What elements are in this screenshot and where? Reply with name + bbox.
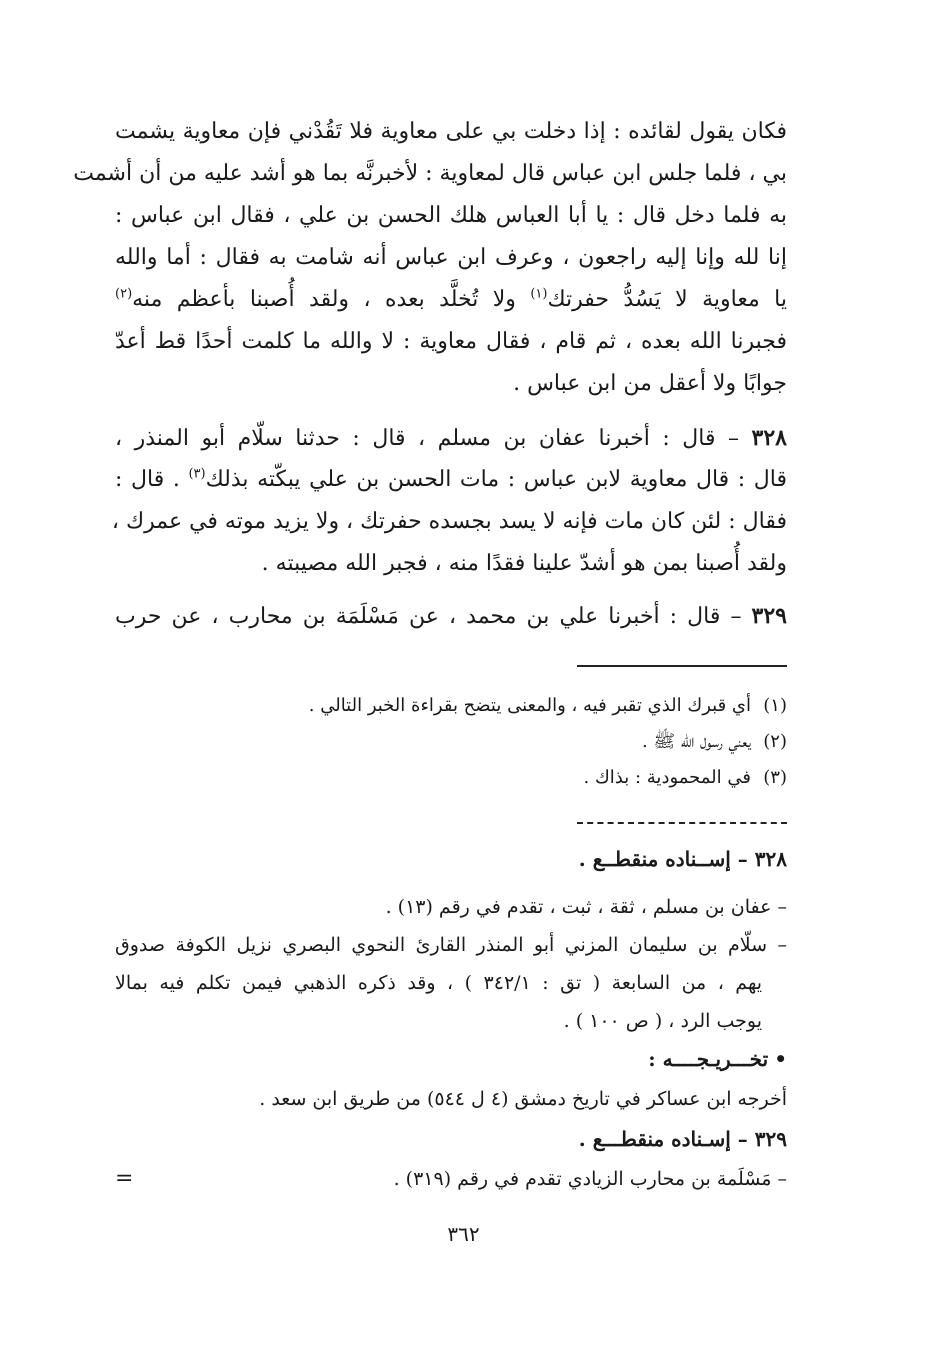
main-text-line-7: جوابًا ولا أعقل من ابن عباس . — [513, 371, 787, 396]
main-text-line-6: فجبرنا الله بعده ، ثم قام ، فقال معاوية : لا والله ما كلمت أحدًا قط أعدّ — [115, 329, 787, 354]
footnote-1-marker: (١) — [763, 695, 787, 716]
footnote-1 — [115, 690, 787, 722]
footnote-separator — [577, 665, 787, 667]
paragraph-328-line-1-text: – قال : أخبرنا عفان بن مسلم ، قال : حدثنا سلّام أبو المنذر ، — [115, 426, 752, 451]
footnote-3 — [115, 762, 787, 794]
footnote-ref-2: (٢) — [115, 286, 133, 302]
main-text-line-2: بي ، فلما جلس ابن عباس قال لمعاوية : لأخبرنَّه بما هو أشد عليه من أن أشمت — [73, 161, 787, 186]
commentary-line-4: يوجب الرد ، ( ص ١٠٠ ) . — [563, 1010, 762, 1032]
paragraph-329-line-1 — [115, 596, 787, 636]
takhrij-label: تخـــريـجــــه : — [648, 1047, 769, 1071]
footnote-2-text: يعني رسول الله ﷺ . — [641, 731, 751, 752]
commentary-line-5: أخرجه ابن عساكر في تاريخ دمشق (٤ ل ٥٤٤) من طريق ابن سعد . — [259, 1088, 787, 1110]
footnote-3-text: في المحمودية : بذاك . — [583, 767, 751, 788]
footnote-2-marker: (٢) — [763, 731, 787, 752]
page-number: ٣٦٢ — [447, 1222, 480, 1246]
commentary-line-3: يهم ، من السابعة ( تق : ٣٤٢/١ ) ، وقد ذكره الذهبي فيمن تكلم فيه بمالا — [115, 972, 762, 994]
footnote-ref-1: (١) — [530, 286, 548, 302]
footnote-3-marker: (٣) — [763, 767, 787, 788]
main-text-line-5 — [115, 280, 787, 320]
commentary-separator — [577, 822, 787, 824]
paragraph-328-line-2-b: . قال : — [115, 467, 189, 492]
footnote-2 — [115, 726, 787, 758]
continuation-mark: = — [115, 1166, 134, 1191]
commentary-heading-328: ٣٢٨ – إســناده منقطــع . — [578, 847, 787, 871]
main-text-line-3: به فلما دخل قال : يا أبا العباس هلك الحسن بن علي ، فقال ابن عباس : — [115, 203, 787, 228]
paragraph-328-line-4: ولقد أُصبنا بمن هو أشدّ علينا فقدًا منه ، فجبر الله مصيبته . — [261, 551, 787, 576]
footnote-1-text: أي قبرك الذي تقبر فيه ، والمعنى يتضح بقراءة الخبر التالي . — [308, 695, 751, 716]
paragraph-328-line-2 — [115, 460, 787, 500]
commentary-heading-329: ٣٢٩ – إسـناده منقطـــع . — [578, 1127, 787, 1151]
paragraph-329-line-1-text: – قال : أخبرنا علي بن محمد ، عن مَسْلَمَة بن محارب ، عن حرب — [115, 604, 752, 629]
main-text-line-4: إنا لله وإنا إليه راجعون ، وعرف ابن عباس أنه شامت به فقال : أما والله — [115, 245, 787, 270]
paragraph-328-line-2-a: قال : قال معاوية لابن عباس : مات الحسن بن علي يبكّته بذلك — [205, 467, 788, 492]
main-text-line-5-b: ولا تُخلَّد بعده ، ولقد أُصبنا بأعظم منه — [132, 287, 531, 312]
footnote-ref-3: (٣) — [188, 466, 206, 482]
paragraph-328-line-3: فقال : لئن كان مات فإنه لا يسد بجسده حفرتك ، ولا يزيد موته في عمرك ، — [111, 509, 787, 534]
paragraph-328-line-1 — [115, 418, 787, 458]
main-text-line-1: فكان يقول لقائده : إذا دخلت بي على معاوية فلا تَقُدْني فإن معاوية يشمت — [115, 119, 787, 144]
main-text-line-5-a: يا معاوية لا يَسُدُّ حفرتك — [547, 287, 787, 312]
bullet-icon: • — [774, 1047, 787, 1071]
commentary-line-2: – سلّام بن سليمان المزني أبو المنذر القارئ النحوي البصري نزيل الكوفة صدوق — [115, 934, 787, 956]
takhrij-heading — [115, 1042, 787, 1076]
paragraph-328-number: ٣٢٨ — [751, 425, 787, 451]
paragraph-329-number: ٣٢٩ — [751, 603, 787, 629]
commentary-line-6: – مَسْلَمة بن محارب الزيادي تقدم في رقم (٣١٩) . — [393, 1168, 787, 1190]
commentary-line-1: – عفان بن مسلم ، ثقة ، ثبت ، تقدم في رقم (١٣) . — [385, 896, 787, 918]
